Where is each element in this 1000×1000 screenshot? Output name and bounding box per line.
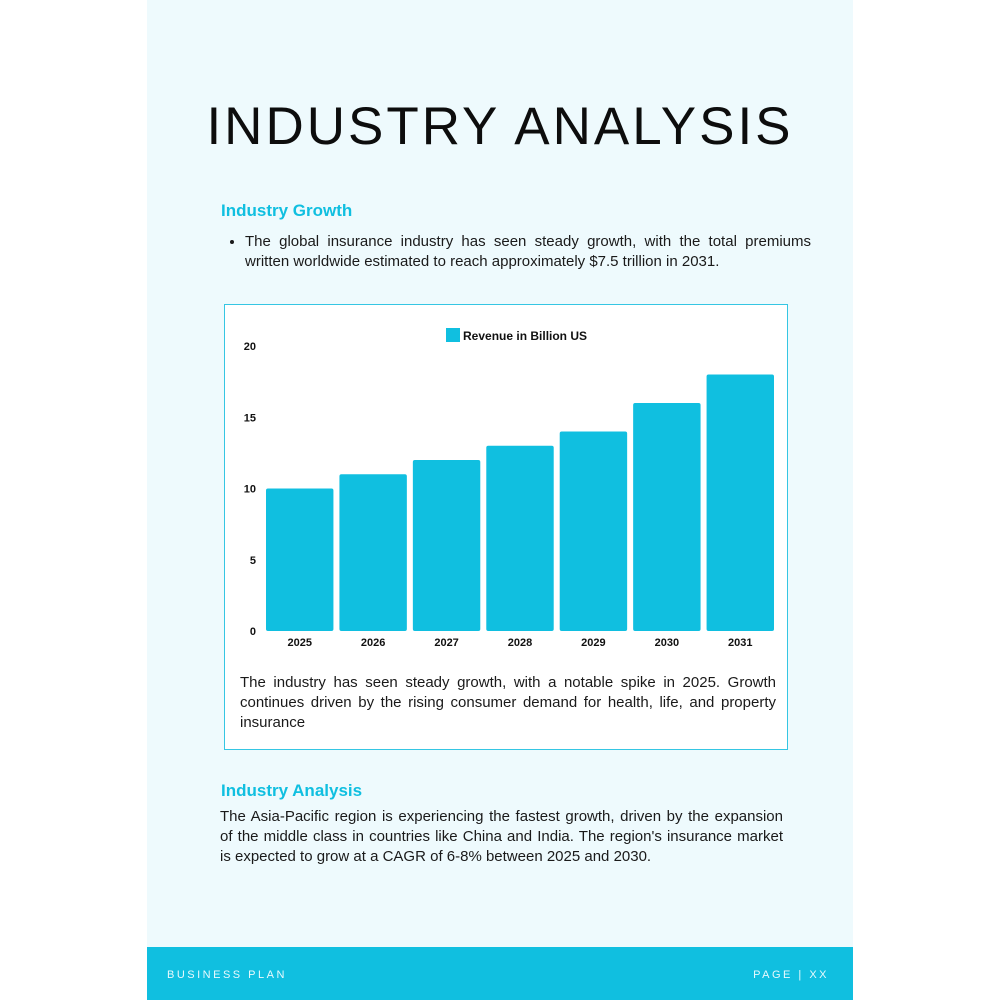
bar [413,460,480,631]
y-tick-label: 0 [249,626,256,638]
chart-container [224,304,788,750]
legend-label: Revenue in Billion US [463,329,588,343]
chart-caption: The industry has seen steady growth, with a notable spike in 2025. Growth continues driven by the rising consumer demand for health, life, and property insurance [240,674,776,731]
y-tick-label: 15 [243,412,256,425]
x-tick-label: 2029 [581,637,606,649]
section-heading-industry-analysis: Industry Analysis [221,781,363,800]
bar [266,489,333,632]
page-title: INDUSTRY ANALYSIS [206,97,794,156]
bullet-item: • The global insurance industry has seen steady growth, with the total premiums written worldwide estimated to reach approximately $7.5 trillion in 2031. [245,232,811,272]
x-tick-label: 2027 [434,637,459,649]
section-heading-industry-growth: Industry Growth [221,201,353,220]
y-tick-label: 10 [243,483,256,496]
y-tick-label: 20 [243,341,256,353]
bar [339,474,406,631]
bar [560,432,627,632]
x-tick-label: 2030 [654,637,680,649]
bar [486,446,553,631]
x-tick-label: 2031 [728,637,753,649]
bullet-list [221,232,811,272]
x-tick-label: 2025 [287,637,312,649]
footer-left-label: BUSINESS PLAN [167,969,287,981]
footer-page-number: PAGE | XX [753,969,829,981]
legend-swatch [446,328,460,342]
footer-bar [147,947,853,1000]
bar [633,403,700,631]
y-tick-label: 5 [249,554,256,567]
section-body-text: The Asia-Pacific region is experiencing the fastest growth, driven by the expansion of the middle class in countries like China and India. The region's insurance market is expected to grow at a CAGR of 6-8% between 2025 and 2030. [220,808,783,865]
document-page [147,0,853,1000]
bar [707,375,774,632]
x-tick-label: 2026 [360,637,386,649]
x-tick-label: 2028 [507,637,533,649]
